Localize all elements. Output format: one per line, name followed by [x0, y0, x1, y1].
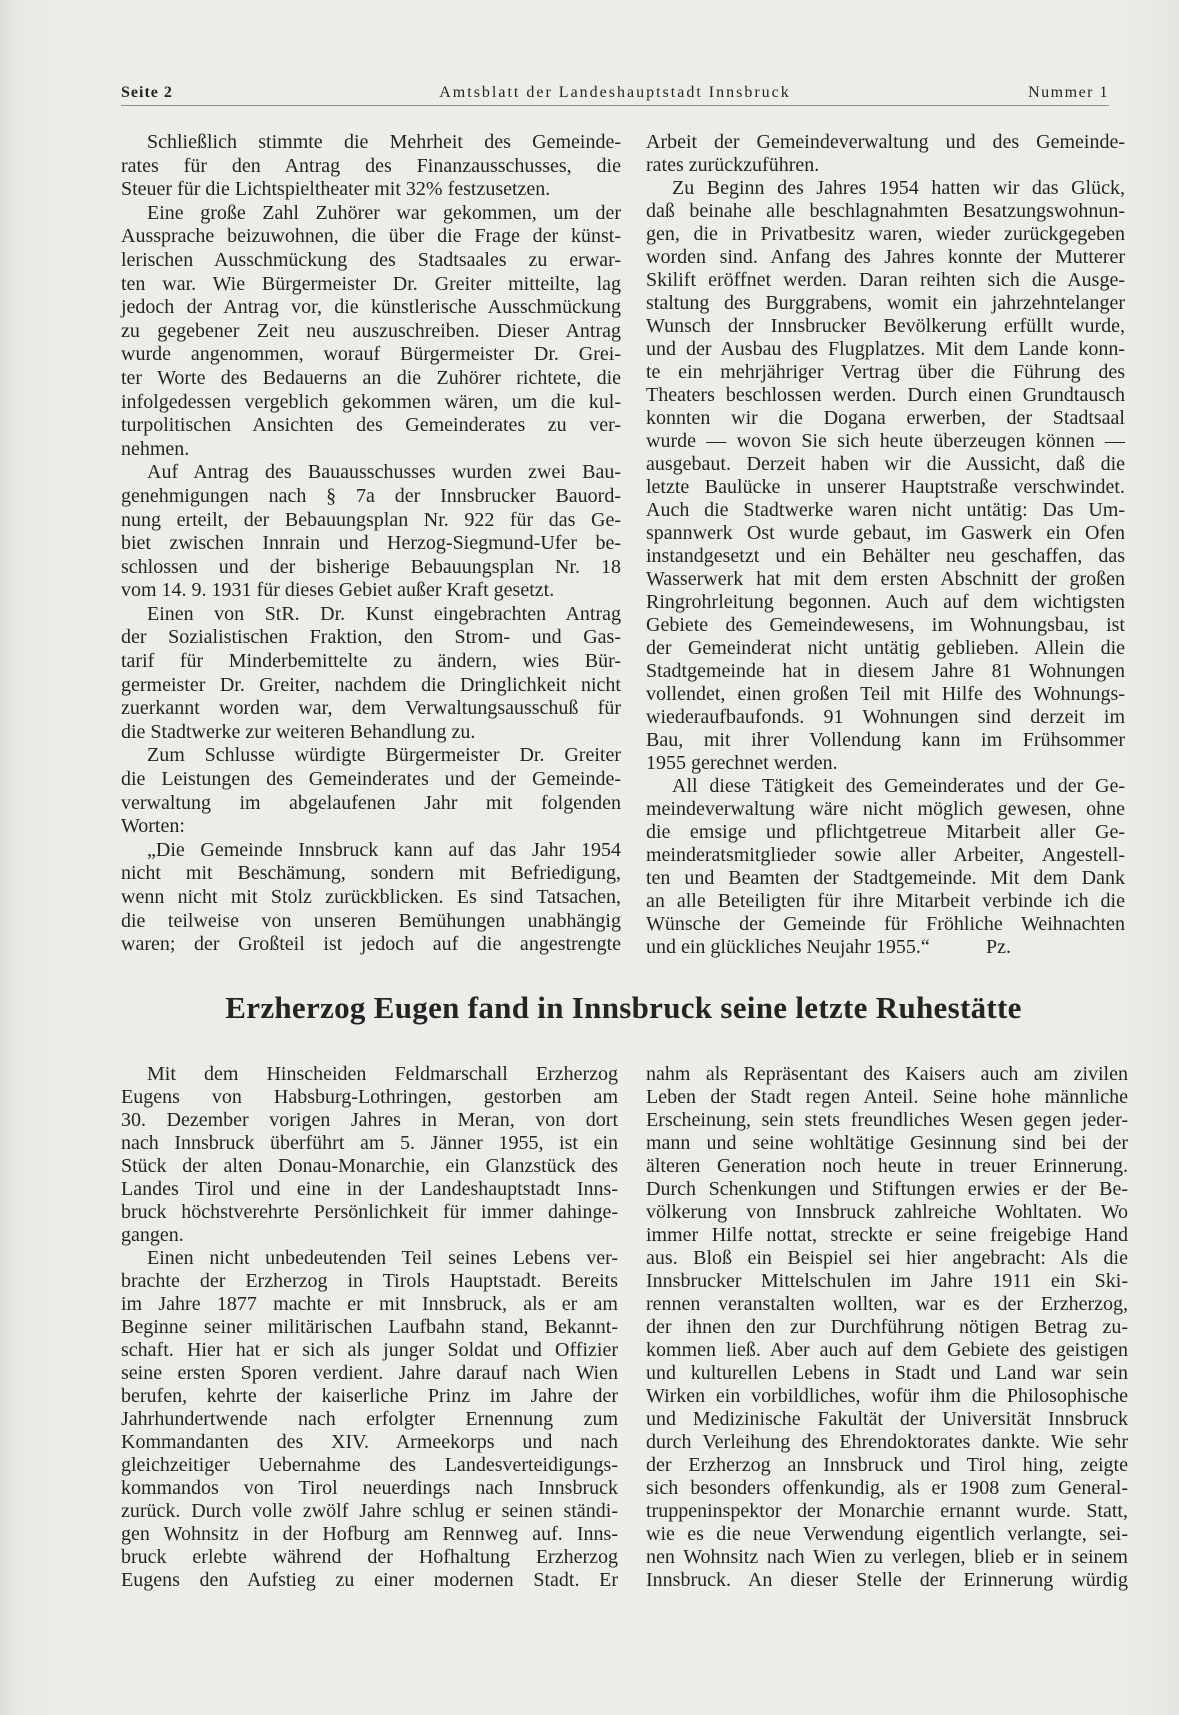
text-line: Wünsche der Gemeinde für Fröhliche Weihnachten [646, 913, 1125, 935]
text-line: der ihnen den zur Durchführung nötigen Betrag zu- [646, 1316, 1128, 1338]
text-line: Zu Beginn des Jahres 1954 hatten wir das Glück, [672, 177, 1125, 199]
text-line: Aussprache beizuwohnen, die über die Frage der künst- [121, 225, 621, 248]
text-line: 30. Dezember vorigen Jahres in Meran, von dort [121, 1109, 618, 1131]
text-line: waren; der Großteil ist jedoch auf die angestrengte [121, 933, 621, 956]
text-line: wurde angenommen, worauf Bürgermeister Dr. Grei- [121, 343, 621, 366]
text-line: Landes Tirol und eine in der Landeshauptstadt Inns- [121, 1178, 618, 1200]
text-line: turpolitischen Ansichten des Gemeinderates zu ver- [121, 414, 621, 437]
text-line: ten und Beamten der Stadtgemeinde. Mit dem Dank [646, 867, 1125, 889]
text-line: nicht mit Beschämung, sondern mit Befriedigung, [121, 862, 621, 885]
paragraph [646, 1063, 1128, 1592]
text-line: Theaters beschlossen werden. Durch einen Grundtausch [646, 384, 1125, 406]
column-right [646, 1063, 1128, 1592]
text-line: Skilift eröffnet werden. Daran reihten sich die Ausge- [646, 269, 1125, 291]
text-line: Gebiete des Gemeindewesens, im Wohnungsbau, ist [646, 614, 1125, 636]
paragraph [121, 461, 621, 603]
text-line: Stadtgemeinde hat in diesem Jahre 81 Wohnungen [646, 660, 1125, 682]
text-line: schaft. Hier hat er sich als junger Soldat und Offizier [121, 1339, 618, 1361]
text-line: Worten: [121, 815, 185, 838]
text-line: vom 14. 9. 1931 für dieses Gebiet außer Kraft gesetzt. [121, 579, 555, 602]
column-left [121, 1063, 618, 1592]
text-line: Einen nicht unbedeutenden Teil seines Lebens ver- [147, 1247, 618, 1269]
text-line: und kulturellen Lebens in Stadt und Land war sein [646, 1362, 1128, 1384]
text-line: gleichzeitiger Uebernahme des Landesverteidigungs- [121, 1454, 618, 1476]
text-line: wie es die neue Verwendung eigentlich verlangte, sei- [646, 1523, 1128, 1545]
paragraph [646, 177, 1125, 775]
page-header [121, 82, 1109, 104]
text-line: rennen veranstalten wollten, war es der Erzherzog, [646, 1293, 1128, 1315]
text-line: zu gegebener Zeit neu auszuschreiben. Dieser Antrag [121, 319, 621, 342]
text-line: lerischen Ausschmückung des Stadtsaales zu erwar- [121, 248, 621, 271]
paragraph [121, 1063, 618, 1247]
text-line: te ein mehrjähriger Vertrag über die Führung des [646, 361, 1125, 383]
text-line: Auch die Stadtwerke waren nicht untätig: Das Um- [646, 499, 1125, 521]
text-line: und ein glückliches Neujahr 1955.“ [646, 936, 930, 958]
paragraph [121, 1247, 618, 1592]
text-line: verwaltung im abgelaufenen Jahr mit folgenden [121, 791, 621, 814]
author-signature: Pz. [986, 936, 1011, 958]
text-line: wurde — wovon Sie sich heute überzeugen können — [646, 430, 1125, 452]
text-line: gen Wohnsitz in der Hofburg am Rennweg auf. Inns- [121, 1523, 618, 1545]
text-line: infolgedessen vergeblich gekommen wären, um die kul- [121, 390, 621, 413]
text-line: genehmigungen nach § 7a der Innsbrucker Bauord- [121, 484, 621, 507]
text-line: und der Ausbau des Flugplatzes. Mit dem Lande konn- [646, 338, 1125, 360]
text-line: 1955 gerechnet werden. [646, 752, 838, 774]
text-line: Ringrohrleitung begonnen. Auch auf dem wichtigsten [646, 591, 1125, 613]
text-line: Leben der Stadt regen Anteil. Seine hohe männliche [646, 1086, 1128, 1108]
text-line: seine ersten Sporen verdient. Jahre darauf nach Wien [121, 1362, 618, 1384]
text-line: konnten wir die Dogana erwerben, der Stadtsaal [646, 407, 1125, 429]
header-rule [121, 105, 1109, 106]
text-line: daß beinahe alle beschlagnahmten Besatzungswohnun- [646, 200, 1125, 222]
text-line: wenn nicht mit Stolz zurückblicken. Es sind Tatsachen, [121, 886, 621, 908]
text-line: Innsbruck. An dieser Stelle der Erinnerung würdig [646, 1569, 1128, 1591]
text-line: völkerung von Innsbruck zahlreiche Wohltaten. Wo [646, 1201, 1128, 1223]
text-line: Wasserwerk hat mit dem ersten Abschnitt der großen [646, 568, 1125, 590]
text-line: Stück der alten Donau-Monarchie, ein Glanzstück des [121, 1155, 618, 1177]
text-line: nahm als Repräsentant des Kaisers auch am zivilen [646, 1063, 1128, 1085]
text-line: rates für den Antrag des Finanzausschusses, die [121, 154, 621, 177]
text-line: Eugens von Habsburg-Lothringen, gestorben am [121, 1086, 618, 1108]
text-line: meindeverwaltung wäre nicht möglich gewesen, ohne [646, 798, 1125, 820]
paragraph [121, 603, 621, 745]
text-line: immer Hilfe nottat, streckte er seine freigebige Hand [646, 1224, 1128, 1246]
paragraph [121, 202, 621, 462]
text-line: berufen, kehrte der kaiserliche Prinz im Jahre der [121, 1385, 618, 1407]
text-line: truppeninspektor der Monarchie ernannt wurde. Statt, [646, 1500, 1128, 1522]
text-line: Steuer für die Lichtspieltheater mit 32% festzusetzen. [121, 178, 551, 201]
text-line: nach Innsbruck überführt am 5. Jänner 1955, ist ein [121, 1132, 618, 1154]
text-line: Wirken ein vorbildliches, wofür ihm die Philosophische [646, 1385, 1128, 1407]
text-line: aus. Bloß ein Beispiel sei hier angebracht: Als die [646, 1247, 1128, 1269]
text-line: der Sozialistischen Fraktion, den Strom- und Gas- [121, 626, 621, 649]
text-line: kommen ließ. Aber auch auf dem Gebiete des geistigen [646, 1339, 1128, 1361]
column-left [121, 131, 621, 957]
column-right [646, 131, 1125, 959]
text-line: mann und seine wohltätige Gesinnung sind bei der [646, 1132, 1128, 1154]
paragraph [646, 131, 1125, 177]
text-line: durch Verleihung des Ehrendoktorates dankte. Wie sehr [646, 1431, 1128, 1453]
text-line: Bau, mit ihrer Vollendung kann im Frühsommer [646, 729, 1125, 751]
text-line: Einen von StR. Dr. Kunst eingebrachten Antrag [147, 602, 621, 625]
text-line: kommandos von Tirol neuerdings nach Innsbruck [121, 1477, 618, 1499]
text-line: brachte der Erzherzog in Tirols Hauptstadt. Bereits [121, 1270, 618, 1292]
text-line: Eugens den Aufstieg zu einer modernen Stadt. Er [121, 1569, 618, 1591]
text-line: „Die Gemeinde Innsbruck kann auf das Jahr 1954 [147, 838, 621, 861]
paragraph [121, 839, 621, 957]
text-line: Jahrhundertwende nach erfolgter Ernennung zum [121, 1408, 618, 1430]
text-line: die Stadtwerke zur weiteren Behandlung zu. [121, 720, 476, 743]
text-line: Mit dem Hinscheiden Feldmarschall Erzherzog [147, 1063, 618, 1085]
text-line: an alle Beteiligten für ihre Mitarbeit verbinde ich die [646, 890, 1125, 912]
text-line: bruck erlebte während der Hofhaltung Erzherzog [121, 1546, 618, 1568]
text-line: Durch Schenkungen und Stiftungen erwies er der Be- [646, 1178, 1128, 1200]
text-line: meinderatsmitglieder sowie aller Arbeiter, Angestell- [646, 844, 1125, 866]
text-line: instandgesetzt und ein Behälter neu geschaffen, das [646, 545, 1125, 567]
text-line: Arbeit der Gemeindeverwaltung und des Gemeinde- [646, 131, 1125, 153]
text-line: zurück. Durch volle zwölf Jahre schlug er seinen ständi- [121, 1500, 618, 1522]
text-line: rates zurückzuführen. [646, 154, 820, 176]
text-line: im Jahre 1877 machte er mit Innsbruck, als er am [121, 1293, 618, 1315]
text-line: jedoch der Antrag vor, die künstlerische Ausschmückung [121, 296, 621, 319]
text-line: letzte Baulücke in unserer Hauptstraße verschwindet. [646, 476, 1125, 498]
paragraph [121, 744, 621, 838]
text-line: nen Wohnsitz nach Wien zu verlegen, blieb er in seinem [646, 1546, 1128, 1568]
paragraph [646, 775, 1125, 959]
paragraph [121, 131, 621, 202]
publication-title: Amtsblatt der Landeshauptstadt Innsbruck [439, 84, 791, 101]
text-line: Innsbrucker Mittelschulen im Jahre 1911 ein Ski- [646, 1270, 1128, 1292]
text-line: gangen. [121, 1224, 184, 1246]
text-line: Schließlich stimmte die Mehrheit des Gemeinde- [147, 131, 621, 153]
text-line: nung erteilt, der Bebauungsplan Nr. 922 für das Ge- [121, 508, 621, 531]
text-line: biet zwischen Innrain und Herzog-Siegmund-Ufer be- [121, 532, 621, 555]
text-line: schlossen und der bisherige Bebauungsplan Nr. 18 [121, 555, 621, 578]
text-line: die emsige und pflichtgetreue Mitarbeit aller Ge- [646, 821, 1125, 843]
issue-number: Nummer 1 [1028, 84, 1109, 101]
text-line: vollendet, einen großen Teil mit Hilfe des Wohnungs- [646, 683, 1125, 705]
text-line: Erscheinung, sein stets freundliches Wesen gegen jeder- [646, 1109, 1128, 1131]
text-line: älteren Generation noch heute in treuer Erinnerung. [646, 1155, 1128, 1177]
text-line: ausgebaut. Derzeit haben wir die Aussicht, daß die [646, 453, 1125, 475]
text-line: worden sind. Anfang des Jahres konnte der Mutterer [646, 246, 1125, 268]
text-line: sich besonders offenkundig, als er 1908 zum General- [646, 1477, 1128, 1499]
text-line: All diese Tätigkeit des Gemeinderates und der Ge- [672, 775, 1125, 797]
text-line: und Medizinische Fakultät der Universität Innsbruck [646, 1408, 1128, 1430]
text-line: Wunsch der Innsbrucker Bevölkerung erfüllt wurde, [646, 315, 1125, 337]
text-line: germeister Dr. Greiter, nachdem die Dringlichkeit nicht [121, 673, 621, 696]
page-number: Seite 2 [121, 84, 173, 101]
text-line: gen, die in Privatbesitz waren, wieder zurückgegeben [646, 223, 1125, 245]
text-line: Auf Antrag des Bauausschusses wurden zwei Bau- [147, 461, 621, 484]
text-line: Zum Schlusse würdigte Bürgermeister Dr. Greiter [147, 744, 621, 767]
text-line: Beginne seiner militärischen Laufbahn stand, Bekannt- [121, 1316, 618, 1338]
text-line: der Gemeinderat nicht untätig geblieben. Allein die [646, 637, 1125, 659]
text-line: tarif für Minderbemittelte zu ändern, wies Bür- [121, 650, 621, 673]
text-line: die teilweise von unseren Bemühungen unabhängig [121, 909, 621, 932]
text-line: wiederaufbaufonds. 91 Wohnungen sind derzeit im [646, 706, 1125, 728]
text-line: ten war. Wie Bürgermeister Dr. Greiter mitteilte, lag [121, 272, 621, 295]
text-line: Kommandanten des XIV. Armeekorps und nach [121, 1431, 618, 1453]
text-line: Eine große Zahl Zuhörer war gekommen, um der [147, 201, 621, 224]
text-line: die Leistungen des Gemeinderates und der Gemeinde- [121, 768, 621, 791]
text-line: der Erzherzog an Innsbruck und Tirol hing, zeigte [646, 1454, 1128, 1476]
headline: Erzherzog Eugen fand in Innsbruck seine letzte Ruhestätte [225, 990, 1022, 1025]
text-line: staltung des Burggrabens, womit ein jahrzehntelanger [646, 292, 1125, 314]
text-line: zuerkannt worden war, dem Verwaltungsausschuß für [121, 697, 621, 720]
text-line: ter Worte des Bedauerns an die Zuhörer richtete, die [121, 366, 621, 389]
text-line: nehmen. [121, 437, 190, 460]
text-line: bruck höchstverehrte Persönlichkeit für immer dahinge- [121, 1201, 618, 1223]
text-line: spannwerk Ost wurde gebaut, im Gaswerk ein Ofen [646, 522, 1125, 544]
